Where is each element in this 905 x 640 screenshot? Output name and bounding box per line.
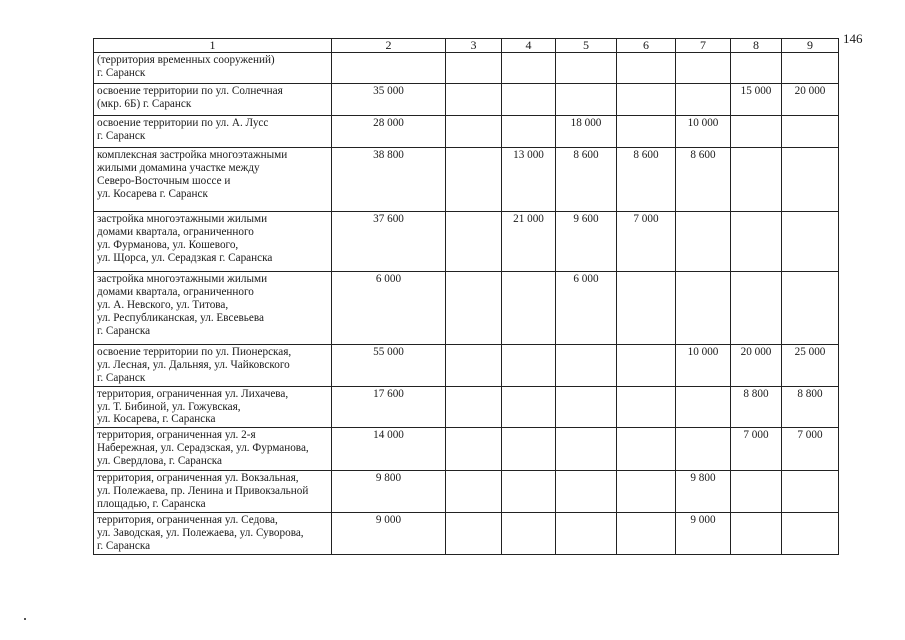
value-cell-col8: 8 800 — [731, 386, 782, 428]
value-cell-col3 — [446, 512, 502, 554]
row-name-cell: освоение территории по ул. Пионерская, ул. Лесная, ул. Дальняя, ул. Чайковского г. Саранск — [94, 345, 332, 387]
table-row — [94, 53, 839, 84]
row-name-cell: территория, ограниченная ул. 2-я Набережная, ул. Серадзская, ул. Фурманова, ул. Свердлова, г. Саранска — [94, 428, 332, 471]
value-cell-col8 — [731, 512, 782, 554]
value-cell-col7 — [676, 386, 731, 428]
value-cell-col9 — [782, 471, 839, 513]
value-cell-col3 — [446, 53, 502, 84]
column-header-6: 6 — [617, 39, 676, 53]
column-header-2: 2 — [332, 39, 446, 53]
header-row — [94, 39, 839, 53]
scan-speck — [24, 618, 26, 620]
value-cell-col8 — [731, 212, 782, 272]
value-cell-col2: 28 000 — [332, 116, 446, 148]
row-name-cell: освоение территории по ул. Солнечная (мкр. 6Б) г. Саранск — [94, 84, 332, 116]
table-row — [94, 512, 839, 554]
value-cell-col5 — [556, 386, 617, 428]
value-cell-col3 — [446, 345, 502, 387]
value-cell-col8 — [731, 272, 782, 345]
value-cell-col7: 10 000 — [676, 345, 731, 387]
value-cell-col6 — [617, 84, 676, 116]
value-cell-col5 — [556, 471, 617, 513]
value-cell-col2: 55 000 — [332, 345, 446, 387]
row-name-cell: (территория временных сооружений) г. Саранск — [94, 53, 332, 84]
value-cell-col6 — [617, 512, 676, 554]
value-cell-col4 — [502, 428, 556, 471]
value-cell-col3 — [446, 116, 502, 148]
value-cell-col4 — [502, 116, 556, 148]
table-row — [94, 386, 839, 428]
value-cell-col2: 17 600 — [332, 386, 446, 428]
row-name-cell: территория, ограниченная ул. Лихачева, ул. Т. Бибиной, ул. Гожувская, ул. Косарева, г. Саранска — [94, 386, 332, 428]
value-cell-col5 — [556, 512, 617, 554]
value-cell-col5: 6 000 — [556, 272, 617, 345]
column-header-1: 1 — [94, 39, 332, 53]
value-cell-col5: 9 600 — [556, 212, 617, 272]
value-cell-col7 — [676, 84, 731, 116]
value-cell-col8 — [731, 148, 782, 212]
table-row — [94, 84, 839, 116]
value-cell-col3 — [446, 84, 502, 116]
value-cell-col6 — [617, 345, 676, 387]
value-cell-col7: 9 000 — [676, 512, 731, 554]
value-cell-col9 — [782, 148, 839, 212]
value-cell-col5 — [556, 428, 617, 471]
value-cell-col5 — [556, 84, 617, 116]
value-cell-col2: 6 000 — [332, 272, 446, 345]
value-cell-col6 — [617, 272, 676, 345]
value-cell-col6 — [617, 471, 676, 513]
value-cell-col9 — [782, 272, 839, 345]
column-header-4: 4 — [502, 39, 556, 53]
table-row — [94, 345, 839, 387]
value-cell-col7: 8 600 — [676, 148, 731, 212]
value-cell-col9: 7 000 — [782, 428, 839, 471]
row-name-cell: освоение территории по ул. А. Лусс г. Саранск — [94, 116, 332, 148]
value-cell-col2: 35 000 — [332, 84, 446, 116]
value-cell-col2: 9 000 — [332, 512, 446, 554]
value-cell-col2: 14 000 — [332, 428, 446, 471]
value-cell-col4: 21 000 — [502, 212, 556, 272]
value-cell-col4 — [502, 272, 556, 345]
table-row — [94, 116, 839, 148]
value-cell-col6 — [617, 53, 676, 84]
row-name-cell: комплексная застройка многоэтажными жилыми домамина участке между Северо-Восточным шоссе и ул. Косарева г. Саранск — [94, 148, 332, 212]
value-cell-col4 — [502, 512, 556, 554]
value-cell-col2: 9 800 — [332, 471, 446, 513]
value-cell-col8: 20 000 — [731, 345, 782, 387]
row-name-cell: застройка многоэтажными жилыми домами квартала, ограниченного ул. Фурманова, ул. Кошевого, ул. Щорса, ул. Серадзкая г. Саранска — [94, 212, 332, 272]
value-cell-col3 — [446, 148, 502, 212]
value-cell-col7 — [676, 272, 731, 345]
value-cell-col2: 38 800 — [332, 148, 446, 212]
value-cell-col6 — [617, 428, 676, 471]
value-cell-col8: 15 000 — [731, 84, 782, 116]
value-cell-col3 — [446, 272, 502, 345]
value-cell-col4: 13 000 — [502, 148, 556, 212]
value-cell-col9: 25 000 — [782, 345, 839, 387]
table-body — [94, 39, 839, 555]
value-cell-col9: 8 800 — [782, 386, 839, 428]
table-row — [94, 148, 839, 212]
row-name-cell: территория, ограниченная ул. Седова, ул. Заводская, ул. Полежаева, ул. Суворова, г. Саранска — [94, 512, 332, 554]
value-cell-col6 — [617, 386, 676, 428]
value-cell-col9 — [782, 212, 839, 272]
column-header-3: 3 — [446, 39, 502, 53]
value-cell-col8: 7 000 — [731, 428, 782, 471]
value-cell-col9 — [782, 512, 839, 554]
table-row — [94, 471, 839, 513]
value-cell-col7: 10 000 — [676, 116, 731, 148]
value-cell-col7 — [676, 53, 731, 84]
column-header-5: 5 — [556, 39, 617, 53]
value-cell-col3 — [446, 386, 502, 428]
value-cell-col4 — [502, 345, 556, 387]
value-cell-col6: 8 600 — [617, 148, 676, 212]
page-number: 146 — [843, 31, 863, 46]
value-cell-col3 — [446, 428, 502, 471]
value-cell-col4 — [502, 53, 556, 84]
value-cell-col7 — [676, 428, 731, 471]
table-row — [94, 212, 839, 272]
column-header-8: 8 — [731, 39, 782, 53]
value-cell-col3 — [446, 471, 502, 513]
value-cell-col7: 9 800 — [676, 471, 731, 513]
value-cell-col2 — [332, 53, 446, 84]
value-cell-col9 — [782, 116, 839, 148]
value-cell-col4 — [502, 84, 556, 116]
row-name-cell: территория, ограниченная ул. Вокзальная, ул. Полежаева, пр. Ленина и Привокзальной площадью, г. Саранска — [94, 471, 332, 513]
value-cell-col4 — [502, 471, 556, 513]
table-row — [94, 428, 839, 471]
value-cell-col8 — [731, 471, 782, 513]
value-cell-col5 — [556, 345, 617, 387]
column-header-9: 9 — [782, 39, 839, 53]
value-cell-col5 — [556, 53, 617, 84]
value-cell-col8 — [731, 116, 782, 148]
value-cell-col4 — [502, 386, 556, 428]
value-cell-col9: 20 000 — [782, 84, 839, 116]
row-name-cell: застройка многоэтажными жилыми домами квартала, ограниченного ул. А. Невского, ул. Титова, ул. Республиканская, ул. Евсевьева г. Саранска — [94, 272, 332, 345]
table-row — [94, 272, 839, 345]
value-cell-col6: 7 000 — [617, 212, 676, 272]
value-cell-col7 — [676, 212, 731, 272]
value-cell-col2: 37 600 — [332, 212, 446, 272]
value-cell-col3 — [446, 212, 502, 272]
value-cell-col5: 18 000 — [556, 116, 617, 148]
value-cell-col5: 8 600 — [556, 148, 617, 212]
value-cell-col9 — [782, 53, 839, 84]
column-header-7: 7 — [676, 39, 731, 53]
value-cell-col8 — [731, 53, 782, 84]
budget-table — [93, 38, 839, 555]
value-cell-col6 — [617, 116, 676, 148]
